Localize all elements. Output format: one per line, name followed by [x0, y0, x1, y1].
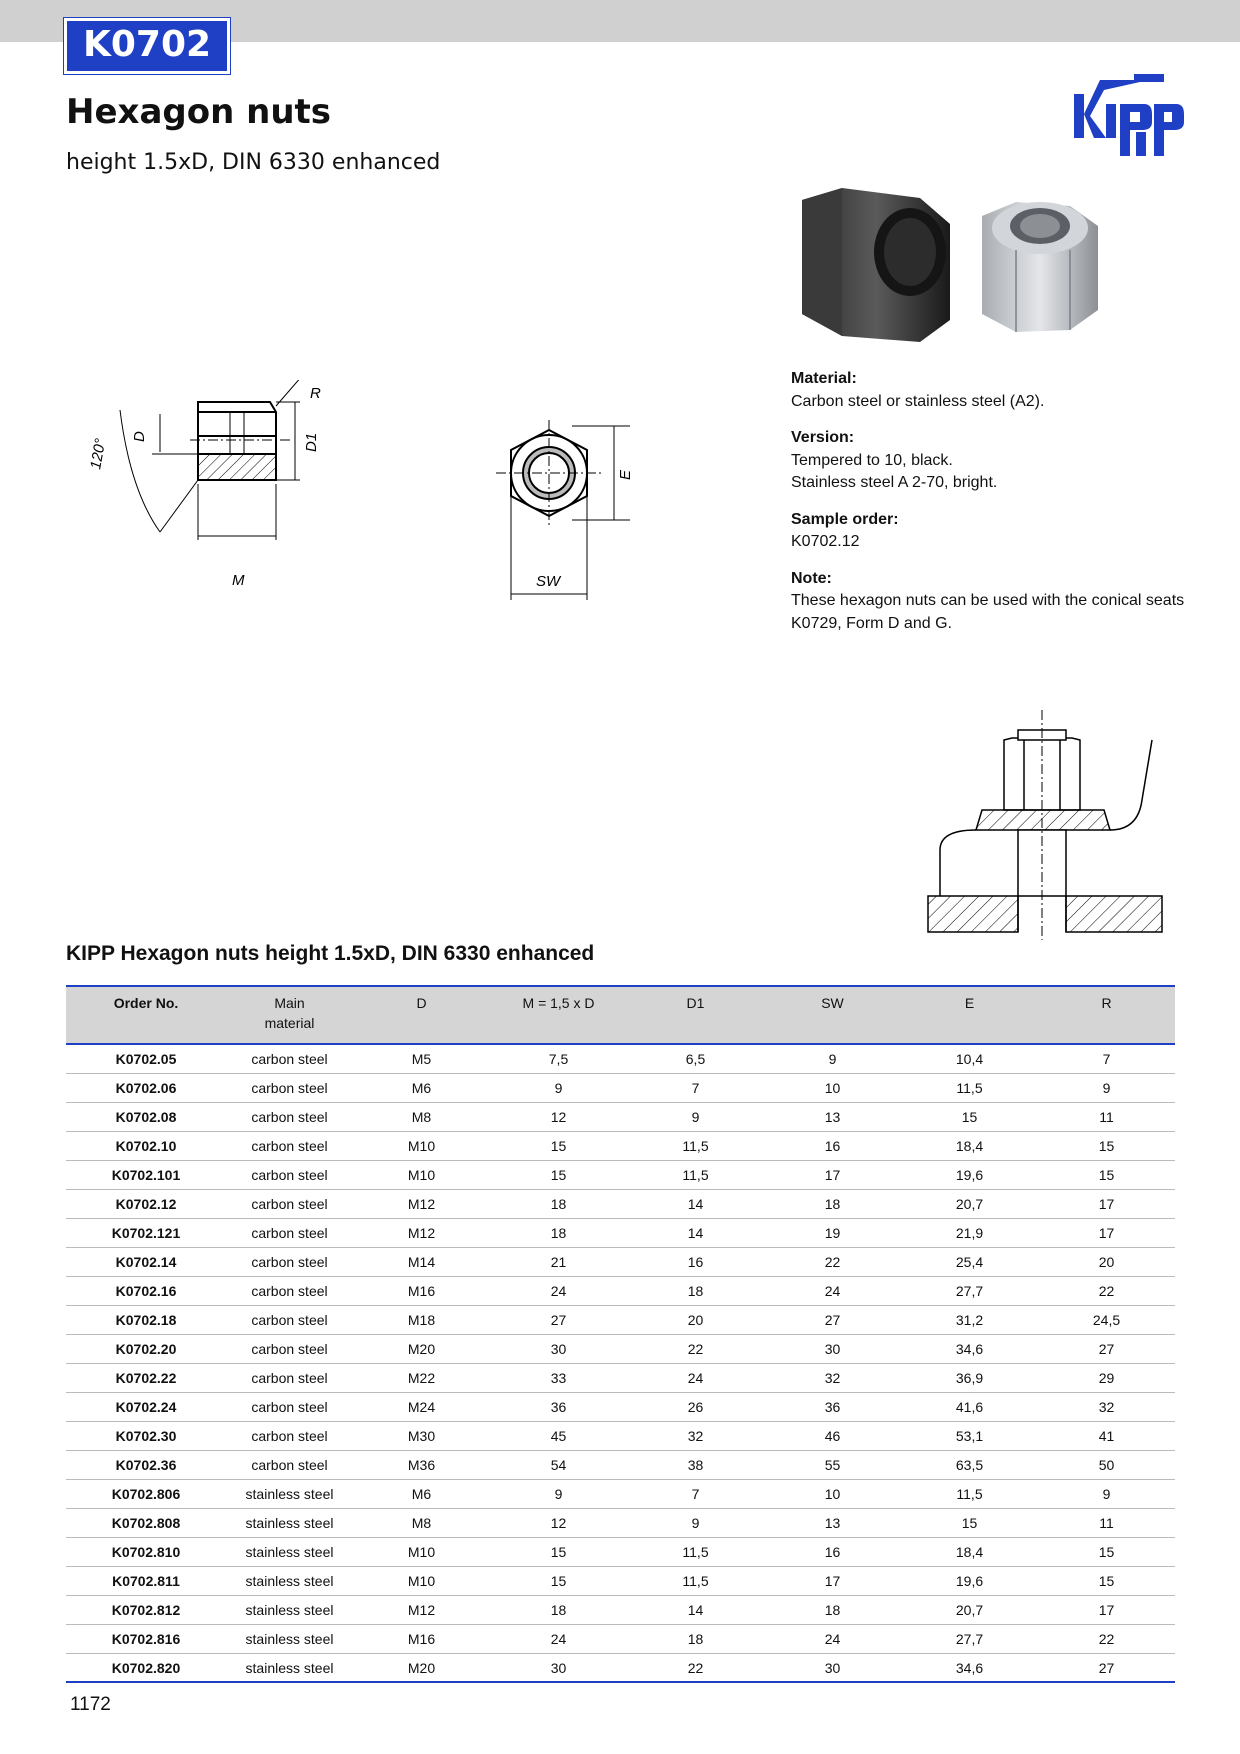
- table-row: [66, 1422, 1175, 1451]
- table-cell: stainless steel: [245, 1602, 334, 1618]
- table-cell: 30: [824, 1341, 841, 1357]
- order-number-cell: K0702.810: [111, 1544, 181, 1560]
- sample-order-text: K0702.12: [791, 533, 860, 550]
- table-cell: 12: [550, 1109, 567, 1125]
- table-cell: 15: [550, 1138, 567, 1154]
- table-cell: 16: [687, 1254, 704, 1270]
- table-cell: 9: [691, 1515, 700, 1531]
- table-cell: 22: [687, 1659, 704, 1676]
- table-cell: 22: [687, 1341, 704, 1357]
- table-cell: 50: [1098, 1457, 1115, 1473]
- table-cell: 34,6: [955, 1659, 984, 1676]
- order-number-cell: K0702.36: [115, 1457, 177, 1473]
- table-cell: 9: [828, 1051, 837, 1067]
- table-cell: 10,4: [955, 1051, 984, 1067]
- table-row: [66, 1045, 1175, 1074]
- label-angle: 120°: [87, 437, 110, 471]
- table-row: [66, 1509, 1175, 1538]
- table-cell: carbon steel: [251, 1341, 328, 1357]
- table-cell: M5: [411, 1051, 432, 1067]
- table-row: [66, 1132, 1175, 1161]
- table-cell: 38: [687, 1457, 704, 1473]
- column-header: E: [964, 995, 975, 1011]
- stainless-nut-image: [982, 202, 1098, 332]
- order-number-cell: K0702.16: [115, 1283, 177, 1299]
- material-label: Material:: [791, 370, 857, 387]
- black-nut-image: [802, 188, 950, 342]
- table-cell: 9: [1102, 1080, 1111, 1096]
- table-cell: 18: [687, 1283, 704, 1299]
- table-row: [66, 1625, 1175, 1654]
- table-cell: 15: [1098, 1573, 1115, 1589]
- table-cell: 20,7: [955, 1196, 984, 1212]
- table-cell: 15: [550, 1167, 567, 1183]
- table-cell: 54: [550, 1457, 567, 1473]
- order-number-cell: K0702.10: [115, 1138, 177, 1154]
- table-cell: 15: [961, 1109, 978, 1125]
- table-cell: 30: [824, 1659, 841, 1676]
- table-cell: 18: [824, 1602, 841, 1618]
- column-header: SW: [821, 995, 844, 1011]
- table-cell: stainless steel: [245, 1659, 334, 1676]
- table-cell: carbon steel: [251, 1051, 328, 1067]
- table-cell: 7: [691, 1080, 700, 1096]
- table-row: [66, 1596, 1175, 1625]
- table-cell: carbon steel: [251, 1167, 328, 1183]
- table-cell: 18: [550, 1225, 567, 1241]
- table-cell: 32: [1098, 1399, 1115, 1415]
- table-cell: 15: [1098, 1167, 1115, 1183]
- table-cell: 14: [687, 1196, 704, 1212]
- table-cell: 27: [550, 1312, 567, 1328]
- order-number-cell: K0702.22: [115, 1370, 177, 1386]
- order-number-cell: K0702.806: [111, 1486, 181, 1502]
- order-number-cell: K0702.816: [111, 1631, 181, 1647]
- order-number-cell: K0702.08: [115, 1109, 177, 1125]
- table-cell: carbon steel: [251, 1196, 328, 1212]
- table-row: [66, 1190, 1175, 1219]
- table-cell: 9: [554, 1080, 563, 1096]
- table-cell: carbon steel: [251, 1428, 328, 1444]
- table-cell: 24: [687, 1370, 704, 1386]
- table-cell: carbon steel: [251, 1312, 328, 1328]
- table-cell: stainless steel: [245, 1486, 334, 1502]
- kipp-logo: [1070, 74, 1186, 160]
- table-cell: 30: [550, 1341, 567, 1357]
- table-cell: M36: [407, 1457, 436, 1473]
- table-cell: 17: [824, 1573, 841, 1589]
- product-info: [791, 368, 1191, 649]
- table-cell: stainless steel: [245, 1573, 334, 1589]
- table-cell: 24: [824, 1631, 841, 1647]
- table-row: [66, 1567, 1175, 1596]
- column-header: R: [1101, 995, 1112, 1011]
- column-header: D1: [686, 995, 705, 1011]
- table-cell: 17: [1098, 1602, 1115, 1618]
- product-code-badge: K0702: [64, 18, 230, 74]
- table-cell: M6: [411, 1486, 432, 1502]
- table-cell: 13: [824, 1109, 841, 1125]
- table-cell: 19: [824, 1225, 841, 1241]
- table-cell: M8: [411, 1515, 432, 1531]
- table-cell: 7,5: [548, 1051, 569, 1067]
- table-cell: 7: [691, 1486, 700, 1502]
- table-cell: stainless steel: [245, 1515, 334, 1531]
- table-cell: carbon steel: [251, 1109, 328, 1125]
- table-cell: 63,5: [955, 1457, 984, 1473]
- table-cell: M12: [407, 1225, 436, 1241]
- order-number-cell: K0702.20: [115, 1341, 177, 1357]
- table-cell: 17: [1098, 1196, 1115, 1212]
- table-cell: 11,5: [682, 1167, 709, 1183]
- table-cell: M18: [407, 1312, 436, 1328]
- label-sw: SW: [536, 573, 561, 590]
- side-view-drawing: [80, 380, 340, 610]
- label-d1: D1: [303, 432, 320, 452]
- table-cell: M10: [407, 1167, 436, 1183]
- top-view-drawing: [470, 420, 640, 610]
- table-cell: carbon steel: [251, 1138, 328, 1154]
- table-row: [66, 1538, 1175, 1567]
- table-cell: 46: [824, 1428, 841, 1444]
- table-cell: 9: [1102, 1486, 1111, 1502]
- table-cell: 31,2: [955, 1312, 984, 1328]
- table-cell: 18: [687, 1631, 704, 1647]
- label-r: R: [310, 385, 321, 402]
- table-cell: 17: [824, 1167, 841, 1183]
- table-cell: carbon steel: [251, 1254, 328, 1270]
- table-header: [66, 985, 1175, 1045]
- table-cell: M14: [407, 1254, 436, 1270]
- column-header: Main material: [264, 995, 315, 1031]
- table-cell: 21,9: [955, 1225, 984, 1241]
- table-cell: 27: [1098, 1659, 1115, 1676]
- table-cell: 15: [961, 1515, 978, 1531]
- table-cell: carbon steel: [251, 1225, 328, 1241]
- table-cell: 10: [824, 1486, 841, 1502]
- table-cell: stainless steel: [245, 1631, 334, 1647]
- table-cell: 6,5: [685, 1051, 706, 1067]
- table-cell: 12: [550, 1515, 567, 1531]
- table-cell: 26: [687, 1399, 704, 1415]
- table-cell: 36,9: [955, 1370, 984, 1386]
- order-number-cell: K0702.12: [115, 1196, 177, 1212]
- column-header: D: [416, 995, 427, 1011]
- table-cell: 15: [550, 1544, 567, 1560]
- table-cell: 9: [554, 1486, 563, 1502]
- order-number-cell: K0702.30: [115, 1428, 177, 1444]
- table-cell: 55: [824, 1457, 841, 1473]
- table-cell: 13: [824, 1515, 841, 1531]
- table-row: [66, 1451, 1175, 1480]
- table-cell: M30: [407, 1428, 436, 1444]
- table-cell: 11: [1099, 1109, 1114, 1125]
- table-cell: 14: [687, 1225, 704, 1241]
- page-number: 1172: [70, 1694, 111, 1715]
- order-number-cell: K0702.812: [111, 1602, 181, 1618]
- dimensions-table: [66, 985, 1175, 1683]
- table-row: [66, 1248, 1175, 1277]
- table-cell: 27,7: [955, 1283, 984, 1299]
- column-header: M = 1,5 x D: [522, 995, 595, 1011]
- table-row: [66, 1074, 1175, 1103]
- table-cell: 20: [1098, 1254, 1115, 1270]
- table-row: [66, 1161, 1175, 1190]
- table-cell: M8: [411, 1109, 432, 1125]
- table-cell: M24: [407, 1399, 436, 1415]
- table-cell: 32: [824, 1370, 841, 1386]
- table-cell: 16: [824, 1544, 841, 1560]
- table-cell: 27: [1098, 1341, 1115, 1357]
- order-number-cell: K0702.18: [115, 1312, 177, 1328]
- table-cell: M6: [411, 1080, 432, 1096]
- table-cell: 33: [550, 1370, 567, 1386]
- order-number-cell: K0702.06: [115, 1080, 177, 1096]
- table-cell: 18: [550, 1196, 567, 1212]
- table-cell: 32: [687, 1428, 704, 1444]
- order-number-cell: K0702.14: [115, 1254, 177, 1270]
- table-cell: M20: [407, 1659, 436, 1676]
- table-row: [66, 1364, 1175, 1393]
- table-cell: 22: [1098, 1631, 1115, 1647]
- table-cell: 21: [550, 1254, 567, 1270]
- table-cell: M10: [407, 1544, 436, 1560]
- table-cell: 22: [1098, 1283, 1115, 1299]
- table-row: [66, 1103, 1175, 1132]
- table-cell: 18: [550, 1602, 567, 1618]
- table-cell: 11: [1099, 1515, 1114, 1531]
- table-cell: 27,7: [955, 1631, 984, 1647]
- table-cell: 34,6: [955, 1341, 984, 1357]
- table-cell: 15: [1098, 1544, 1115, 1560]
- version-label: Version:: [791, 429, 855, 446]
- table-cell: 11,5: [682, 1138, 709, 1154]
- table-cell: carbon steel: [251, 1370, 328, 1386]
- sample-order-label: Sample order:: [791, 510, 899, 528]
- table-cell: M10: [407, 1138, 436, 1154]
- version-line-1: Tempered to 10, black.: [791, 451, 953, 469]
- table-cell: carbon steel: [251, 1457, 328, 1473]
- table-cell: 14: [687, 1602, 704, 1618]
- table-cell: 36: [824, 1399, 841, 1415]
- table-row: [66, 1219, 1175, 1248]
- table-cell: M22: [407, 1370, 436, 1386]
- label-m: M: [232, 572, 245, 589]
- product-photo: [780, 180, 1120, 360]
- version-line-2: Stainless steel A 2-70, bright.: [791, 474, 998, 491]
- table-cell: M16: [407, 1283, 436, 1299]
- order-number-cell: K0702.121: [111, 1225, 181, 1241]
- order-number-cell: K0702.101: [111, 1167, 181, 1183]
- table-cell: 41,6: [955, 1399, 984, 1415]
- table-cell: M16: [407, 1631, 436, 1647]
- table-cell: 24: [824, 1283, 841, 1299]
- table-cell: 41: [1098, 1428, 1115, 1444]
- table-row: [66, 1335, 1175, 1364]
- page-title: Hexagon nuts: [66, 92, 332, 132]
- label-e: E: [617, 469, 634, 480]
- table-cell: 15: [1098, 1138, 1115, 1154]
- order-number-cell: K0702.811: [112, 1573, 180, 1589]
- order-number-cell: K0702.24: [115, 1399, 177, 1415]
- table-title: KIPP Hexagon nuts height 1.5xD, DIN 6330 enhanced: [66, 942, 595, 965]
- table-cell: 9: [691, 1109, 700, 1125]
- table-row: [66, 1277, 1175, 1306]
- material-text: Carbon steel or stainless steel (A2).: [791, 392, 1045, 410]
- table-cell: 11,5: [956, 1486, 983, 1502]
- table-cell: 16: [824, 1138, 841, 1154]
- table-cell: 18: [824, 1196, 841, 1212]
- table-row: [66, 1393, 1175, 1422]
- table-cell: M12: [407, 1602, 436, 1618]
- table-cell: 25,4: [955, 1254, 984, 1270]
- table-cell: carbon steel: [251, 1283, 328, 1299]
- table-cell: 19,6: [955, 1167, 984, 1183]
- note-label: Note:: [791, 569, 832, 587]
- table-row: [66, 1480, 1175, 1509]
- table-cell: 17: [1098, 1225, 1115, 1241]
- table-cell: 11,5: [956, 1080, 983, 1096]
- table-cell: carbon steel: [251, 1080, 328, 1096]
- table-cell: 19,6: [955, 1573, 984, 1589]
- table-cell: carbon steel: [251, 1399, 328, 1415]
- table-cell: M10: [407, 1573, 436, 1589]
- table-cell: 30: [550, 1659, 567, 1676]
- note-line-1: These hexagon nuts can be used with the conical seats: [791, 592, 1185, 609]
- table-cell: stainless steel: [245, 1544, 334, 1560]
- table-cell: 53,1: [955, 1428, 984, 1444]
- table-cell: 24: [550, 1631, 567, 1647]
- table-cell: 22: [824, 1254, 841, 1270]
- note-line-2: K0729, Form D and G.: [791, 614, 952, 632]
- table-cell: 11,5: [682, 1573, 709, 1589]
- table-cell: 36: [550, 1399, 567, 1415]
- page-subtitle: height 1.5xD, DIN 6330 enhanced: [66, 150, 441, 175]
- table-cell: 27: [824, 1312, 841, 1328]
- assembly-drawing: [920, 700, 1170, 950]
- table-cell: 20: [687, 1312, 704, 1328]
- table-cell: M20: [407, 1341, 436, 1357]
- table-cell: 29: [1098, 1370, 1115, 1386]
- table-cell: M12: [407, 1196, 436, 1212]
- table-cell: 18,4: [955, 1138, 984, 1154]
- table-cell: 20,7: [955, 1602, 984, 1618]
- table-cell: 45: [550, 1428, 567, 1444]
- table-cell: 7: [1102, 1051, 1111, 1067]
- label-d: D: [131, 431, 148, 442]
- table-row: [66, 1306, 1175, 1335]
- table-cell: 15: [550, 1573, 567, 1589]
- table-cell: 10: [824, 1080, 841, 1096]
- table-cell: 11,5: [682, 1544, 709, 1560]
- order-number-cell: K0702.05: [115, 1051, 177, 1067]
- order-number-cell: K0702.820: [111, 1659, 181, 1676]
- table-cell: 24: [550, 1283, 567, 1299]
- table-row: [66, 1654, 1175, 1683]
- table-cell: 18,4: [955, 1544, 984, 1560]
- order-number-cell: K0702.808: [111, 1515, 181, 1531]
- table-body: [66, 1045, 1175, 1683]
- column-header: Order No.: [113, 995, 179, 1011]
- table-cell: 24,5: [1092, 1312, 1121, 1328]
